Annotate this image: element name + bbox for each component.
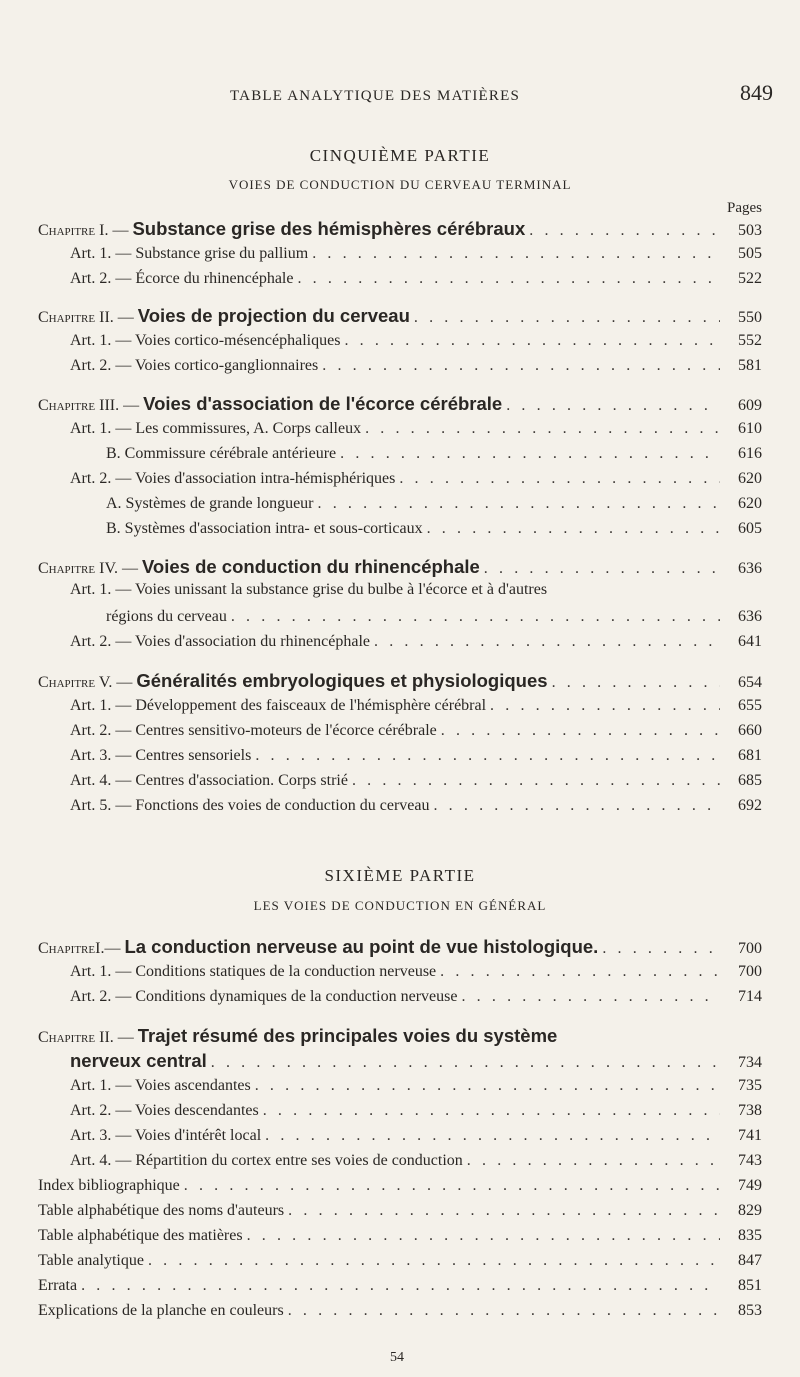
toc-entry[interactable] bbox=[70, 745, 762, 767]
page-ref: 743 bbox=[738, 1152, 762, 1169]
page-ref: 660 bbox=[738, 722, 762, 739]
chapter-keyword: Chapitre bbox=[38, 940, 96, 957]
entry-label: Art. 2. — Voies cortico-ganglionnaires bbox=[70, 357, 319, 374]
entry-label: Art. 3. — Voies d'intérêt local bbox=[70, 1127, 262, 1144]
chapter-title: Trajet résumé des principales voies du système bbox=[137, 1025, 558, 1046]
leader-dots bbox=[365, 418, 720, 440]
leader-dots bbox=[340, 443, 720, 465]
toc-entry[interactable] bbox=[70, 418, 762, 440]
leader-dots bbox=[441, 720, 720, 742]
leader-dots bbox=[81, 1275, 720, 1297]
toc-entry[interactable] bbox=[70, 961, 762, 983]
signature-mark: 54 bbox=[390, 1350, 404, 1365]
page-ref: 605 bbox=[738, 520, 762, 537]
page-ref: 522 bbox=[738, 270, 762, 287]
pages-column-label: Pages bbox=[727, 200, 762, 216]
page-ref: 835 bbox=[738, 1227, 762, 1244]
leader-dots bbox=[255, 745, 720, 767]
page-ref: 681 bbox=[738, 747, 762, 764]
leader-dots bbox=[263, 1100, 720, 1122]
leader-dots bbox=[433, 795, 720, 817]
page-ref: 609 bbox=[738, 397, 762, 414]
entry-label: Art. 5. — Fonctions des voies de conduction du cerveau bbox=[70, 797, 430, 814]
entry-label: Art. 2. — Voies d'association du rhinencéphale bbox=[70, 633, 371, 650]
page-ref: 620 bbox=[738, 495, 762, 512]
toc-chapter[interactable] bbox=[38, 936, 762, 958]
chapter-title: Voies de conduction du rhinencéphale bbox=[141, 556, 480, 577]
entry-label: Art. 1. — Les commissures, A. Corps calleux bbox=[70, 420, 362, 437]
toc-entry-first-line[interactable]: Art. 1. — Voies unissant la substance grise du bulbe à l'écorce et à d'autres bbox=[70, 581, 548, 598]
entry-label: Art. 2. — Centres sensitivo-moteurs de l'écorce cérébrale bbox=[70, 722, 437, 739]
leader-dots bbox=[148, 1250, 720, 1272]
chapter-title: Substance grise des hémisphères cérébraux bbox=[132, 218, 526, 239]
leader-dots bbox=[184, 1175, 720, 1197]
chapter-title: Voies de projection du cerveau bbox=[137, 305, 410, 326]
toc-entry[interactable] bbox=[70, 1100, 762, 1122]
leader-dots bbox=[427, 518, 720, 540]
toc-entry[interactable] bbox=[70, 770, 762, 792]
page-ref: 738 bbox=[738, 1102, 762, 1119]
chapter-title: Voies d'association de l'écorce cérébrale bbox=[143, 393, 503, 414]
leader-dots bbox=[344, 330, 720, 352]
entry-label: Art. 1. — Voies ascendantes bbox=[70, 1077, 251, 1094]
page-ref: 654 bbox=[738, 674, 762, 691]
leader-dots bbox=[288, 1300, 720, 1322]
chapter-keyword: Chapitre bbox=[38, 222, 96, 239]
page-ref: 581 bbox=[738, 357, 762, 374]
chapter-number: I.— bbox=[95, 940, 121, 957]
toc-entry[interactable] bbox=[70, 695, 762, 717]
chapter-title: nerveux central bbox=[70, 1050, 207, 1071]
entry-label: Art. 4. — Répartition du cortex entre ses voies de conduction bbox=[70, 1152, 463, 1169]
page-number: 849 bbox=[740, 80, 773, 105]
entry-label: Table analytique bbox=[38, 1252, 144, 1269]
leader-dots bbox=[552, 672, 720, 694]
entry-label: Art. 1. — Développement des faisceaux de l'hémisphère cérébral bbox=[70, 697, 487, 714]
toc-entry[interactable] bbox=[70, 631, 762, 653]
toc-entry[interactable] bbox=[38, 1200, 762, 1222]
chapter-keyword: Chapitre bbox=[38, 560, 96, 577]
toc-entry[interactable] bbox=[70, 243, 762, 265]
toc-entry[interactable] bbox=[38, 1300, 762, 1322]
page-ref: 636 bbox=[738, 560, 762, 577]
toc-chapter-first-line[interactable] bbox=[38, 1025, 557, 1047]
chapter-number: I. — bbox=[99, 222, 129, 239]
page-ref: 714 bbox=[738, 988, 762, 1005]
toc-chapter[interactable] bbox=[38, 218, 762, 240]
toc-chapter[interactable] bbox=[38, 305, 762, 327]
leader-dots bbox=[211, 1052, 720, 1074]
toc-entry[interactable] bbox=[38, 1250, 762, 1272]
toc-entry[interactable] bbox=[70, 268, 762, 290]
chapter-number: II. — bbox=[99, 1029, 134, 1046]
page-ref: 853 bbox=[738, 1302, 762, 1319]
part-subtitle: VOIES DE CONDUCTION DU CERVEAU TERMINAL bbox=[228, 177, 572, 192]
page-ref: 829 bbox=[738, 1202, 762, 1219]
part-title: SIXIÈME PARTIE bbox=[324, 866, 476, 885]
toc-entry[interactable] bbox=[70, 986, 762, 1008]
page-ref: 735 bbox=[738, 1077, 762, 1094]
leader-dots bbox=[414, 307, 720, 329]
page-ref: 505 bbox=[738, 245, 762, 262]
toc-entry[interactable] bbox=[70, 355, 762, 377]
toc-chapter[interactable] bbox=[70, 1050, 762, 1072]
leader-dots bbox=[322, 355, 720, 377]
leader-dots bbox=[265, 1125, 720, 1147]
page-ref: 749 bbox=[738, 1177, 762, 1194]
entry-label: A. Systèmes de grande longueur bbox=[106, 495, 314, 512]
entry-label: Art. 4. — Centres d'association. Corps strié bbox=[70, 772, 348, 789]
toc-chapter[interactable] bbox=[38, 670, 762, 692]
leader-dots bbox=[529, 220, 720, 242]
toc-entry[interactable] bbox=[70, 1075, 762, 1097]
leader-dots bbox=[506, 395, 720, 417]
page-ref: 620 bbox=[738, 470, 762, 487]
entry-label: Index bibliographique bbox=[38, 1177, 180, 1194]
page-ref: 692 bbox=[738, 797, 762, 814]
leader-dots bbox=[352, 770, 720, 792]
page-ref: 552 bbox=[738, 332, 762, 349]
part-title: CINQUIÈME PARTIE bbox=[309, 146, 491, 165]
leader-dots bbox=[318, 493, 720, 515]
entry-label: Art. 2. — Conditions dynamiques de la conduction nerveuse bbox=[70, 988, 458, 1005]
toc-chapter[interactable] bbox=[38, 393, 762, 415]
page-ref: 700 bbox=[738, 963, 762, 980]
entry-label: Table alphabétique des matières bbox=[38, 1227, 243, 1244]
toc-entry[interactable] bbox=[70, 720, 762, 742]
leader-dots bbox=[490, 695, 720, 717]
toc-chapter[interactable] bbox=[38, 556, 762, 578]
chapter-keyword: Chapitre bbox=[38, 397, 96, 414]
toc-entry[interactable] bbox=[38, 1275, 762, 1297]
leader-dots bbox=[288, 1200, 720, 1222]
page-ref: 610 bbox=[738, 420, 762, 437]
entry-label: Errata bbox=[38, 1277, 78, 1294]
running-head: TABLE ANALYTIQUE DES MATIÈRES bbox=[230, 88, 520, 104]
page-ref: 616 bbox=[738, 445, 762, 462]
page-ref: 734 bbox=[738, 1054, 762, 1071]
toc-entry[interactable] bbox=[70, 468, 762, 490]
page-ref: 636 bbox=[738, 608, 762, 625]
leader-dots bbox=[602, 938, 720, 960]
leader-dots bbox=[461, 986, 720, 1008]
leader-dots bbox=[312, 243, 720, 265]
leader-dots bbox=[231, 606, 720, 628]
leader-dots bbox=[440, 961, 720, 983]
entry-label: Table alphabétique des noms d'auteurs bbox=[38, 1202, 285, 1219]
entry-label: Art. 2. — Voies d'association intra-hémisphériques bbox=[70, 470, 396, 487]
toc-entry[interactable] bbox=[70, 1125, 762, 1147]
toc-entry[interactable] bbox=[70, 795, 762, 817]
chapter-number: III. — bbox=[99, 397, 140, 414]
chapter-title: Généralités embryologiques et physiologiques bbox=[136, 670, 548, 691]
part-subtitle: LES VOIES DE CONDUCTION EN GÉNÉRAL bbox=[253, 898, 547, 913]
leader-dots bbox=[255, 1075, 720, 1097]
chapter-number: II. — bbox=[99, 309, 134, 326]
entry-label: B. Systèmes d'association intra- et sous-corticaux bbox=[106, 520, 423, 537]
toc-entry[interactable] bbox=[106, 606, 762, 628]
leader-dots bbox=[484, 558, 720, 580]
leader-dots bbox=[297, 268, 720, 290]
leader-dots bbox=[399, 468, 720, 490]
leader-dots bbox=[247, 1225, 720, 1247]
chapter-number: V. — bbox=[98, 674, 133, 691]
entry-label: Art. 2. — Voies descendantes bbox=[70, 1102, 259, 1119]
page-ref: 851 bbox=[738, 1277, 762, 1294]
entry-label: régions du cerveau bbox=[106, 608, 227, 625]
toc-entry[interactable] bbox=[38, 1225, 762, 1247]
toc-entry[interactable] bbox=[106, 518, 762, 540]
chapter-keyword: Chapitre bbox=[38, 674, 96, 691]
chapter-number: IV. — bbox=[99, 560, 138, 577]
entry-label: Art. 2. — Écorce du rhinencéphale bbox=[70, 270, 294, 287]
page-ref: 700 bbox=[738, 940, 762, 957]
chapter-keyword: Chapitre bbox=[38, 309, 96, 326]
page-ref: 641 bbox=[738, 633, 762, 650]
leader-dots bbox=[374, 631, 720, 653]
entry-label: B. Commissure cérébrale antérieure bbox=[106, 445, 337, 462]
chapter-keyword: Chapitre bbox=[38, 1029, 96, 1046]
page-ref: 655 bbox=[738, 697, 762, 714]
entry-label: Explications de la planche en couleurs bbox=[38, 1302, 284, 1319]
entry-label: Art. 1. — Substance grise du pallium bbox=[70, 245, 309, 262]
entry-label: Art. 3. — Centres sensoriels bbox=[70, 747, 252, 764]
toc-entry[interactable] bbox=[106, 493, 762, 515]
page-ref: 741 bbox=[738, 1127, 762, 1144]
page-ref: 685 bbox=[738, 772, 762, 789]
toc-entry[interactable] bbox=[70, 330, 762, 352]
leader-dots bbox=[467, 1150, 720, 1172]
entry-label: Art. 1. — Voies cortico-mésencéphaliques bbox=[70, 332, 341, 349]
page-ref: 847 bbox=[738, 1252, 762, 1269]
toc-entry[interactable] bbox=[38, 1175, 762, 1197]
page-ref: 503 bbox=[738, 222, 762, 239]
toc-entry[interactable] bbox=[106, 443, 762, 465]
page-ref: 550 bbox=[738, 309, 762, 326]
entry-label: Art. 1. — Conditions statiques de la conduction nerveuse bbox=[70, 963, 437, 980]
chapter-title: La conduction nerveuse au point de vue histologique. bbox=[124, 936, 599, 957]
toc-entry[interactable] bbox=[70, 1150, 762, 1172]
